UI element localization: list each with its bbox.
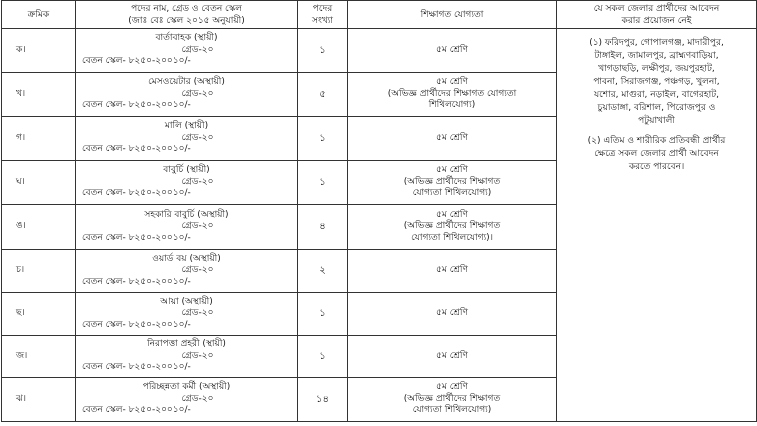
qualification-note: শিথিলযোগ্য) [428,100,476,111]
post-cell [76,161,298,205]
serial-cell: ছ। [2,293,76,336]
table-row [2,29,757,73]
count-cell: ৫ [298,73,348,117]
serial-cell: চ। [2,250,76,293]
count-cell: ২ [298,250,348,293]
qualification-cell [348,293,557,336]
qualification-note: (অভিজ্ঞ প্রার্থীদের শিক্ষাগত [403,393,501,404]
count-cell: ১ [298,29,348,73]
qualification-cell [348,250,557,293]
qualification-main: ৫ম শ্রেণি [436,350,468,361]
post-cell [76,117,298,161]
post-name: নিরাপত্তা প্রহরী (স্থায়ী) [147,339,226,350]
qualification-cell [348,29,557,73]
header-serial: ক্রমিক [2,1,76,29]
qualification-note: যোগ্যতা শিথিলযোগ্য) [412,188,492,199]
qualification-cell [348,73,557,117]
qualification-note: (অভিজ্ঞ প্রার্থীদের শিক্ষাগত [403,176,501,187]
post-grade: গ্রেড-২০ [181,393,214,404]
post-name: বাবুর্চি (স্থায়ী) [163,165,210,176]
post-cell [76,73,298,117]
post-grade: গ্রেড-২০ [181,265,214,276]
count-cell: ১ [298,161,348,205]
post-cell [76,336,298,378]
qualification-cell [348,161,557,205]
qualification-note: (অভিজ্ঞ প্রার্থীদের শিক্ষাগত [403,221,501,232]
post-cell [76,293,298,336]
header-count: পদের সংখ্যা [298,1,348,29]
qualification-cell [348,117,557,161]
post-grade: গ্রেড-২০ [181,132,214,143]
qualification-cell [348,336,557,378]
post-name: মেসওয়েটার (অস্থায়ী) [148,77,225,88]
serial-cell: খ। [2,73,76,117]
districts-cell [557,29,757,422]
qualification-note: যোগ্যতা শিথিলযোগ্য)। [411,232,493,243]
serial-cell: ঘ। [2,161,76,205]
count-cell: ১ [298,117,348,161]
qualification-main: ৫ম শ্রেণি [436,44,468,55]
post-scale: বেতন স্কেল- ৮২৫০-২০০১০/- [82,144,191,155]
post-scale: বেতন স্কেল- ৮২৫০-২০০১০/- [82,276,191,287]
serial-cell: ক। [2,29,76,73]
serial-cell: ঙ। [2,205,76,250]
count-cell: ১ [298,336,348,378]
post-name: সহকারি বাবুর্চি (অস্থায়ী) [144,209,229,220]
qualification-main: ৫ম শ্রেণি [436,265,468,276]
recruitment-table [1,0,757,422]
count-cell: ১৪ [298,378,348,422]
header-row [2,1,757,29]
post-grade: গ্রেড-২০ [181,176,214,187]
post-scale: বেতন স্কেল- ৮২৫০-২০০১০/- [82,319,191,330]
qualification-note: (অভিজ্ঞ প্রার্থীদের শিক্ষাগত যোগ্যতা [387,88,517,99]
post-name: মালি (স্থায়ী) [164,121,209,132]
qualification-main: ৫ম শ্রেণি [436,382,468,393]
qualification-main: ৫ম শ্রেণি [436,165,468,176]
header-qualification: শিক্ষাগত যোগ্যতা [348,1,557,29]
post-scale: বেতন স্কেল- ৮২৫০-২০০১০/- [82,362,191,373]
qualification-main: ৫ম শ্রেণি [436,132,468,143]
qualification-main: ৫ম শ্রেণি [436,209,468,220]
post-grade: গ্রেড-২০ [181,221,214,232]
post-scale: বেতন স্কেল- ৮২৫০-২০০১০/- [82,100,191,111]
post-cell [76,29,298,73]
post-cell [76,378,298,422]
qualification-main: ৫ম শ্রেণি [436,77,468,88]
post-name: ওয়ার্ড বয় (অস্থায়ী) [152,253,221,264]
post-grade: গ্রেড-২০ [181,44,214,55]
post-cell [76,250,298,293]
post-scale: বেতন স্কেল- ৮২৫০-২০০১০/- [82,188,191,199]
post-scale: বেতন স্কেল- ৮২৫০-২০০১০/- [82,232,191,243]
post-grade: গ্রেড-২০ [181,350,214,361]
qualification-cell [348,378,557,422]
post-grade: গ্রেড-২০ [181,88,214,99]
header-post: পদের নাম, গ্রেড ও বেতন স্কেল (জাঃ বেঃ স্কেল ২০১৫ অনুযায়ী) [76,1,298,29]
serial-cell: গ। [2,117,76,161]
post-name: পরিচ্ছন্নতা কর্মী (অস্থায়ী) [142,382,231,393]
qualification-cell [348,205,557,250]
post-cell [76,205,298,250]
post-scale: বেতন স্কেল- ৮২৫০-২০০১০/- [82,56,191,67]
post-scale: বেতন স্কেল- ৮২৫০-২০০১০/- [82,405,191,416]
count-cell: ১ [298,293,348,336]
qualification-main: ৫ম শ্রেণি [436,308,468,319]
post-name: আয়া (অস্থায়ী) [160,296,213,307]
remark-item-2: (২) এতিম ও শারীরিক প্রতিবন্ধী প্রার্থীর ক্ষেত্রে সকল জেলার প্রার্থী আবেদন করতে পারবেন। [587,136,726,172]
serial-cell: ঝ। [2,378,76,422]
post-grade: গ্রেড-২০ [181,308,214,319]
qualification-note: যোগ্যতা শিথিলযোগ্য) [412,405,492,416]
count-cell: ৪ [298,205,348,250]
post-name: বার্তাবাহক (স্থায়ী) [155,33,218,44]
remark-item-1: (১) ফরিদপুর, গোপালগঞ্জ, মাদারীপুর, টাঙ্গাইল, জামালপুর, ব্রাহ্মণবাড়িয়া, খাগড়াছড়ি, লক্ষীপুর, জয়পুরহাট, পাবনা, সিরাজগঞ্জ, পঞ্চগড়, খুলনা, যশোর, মাগুরা, নড়াইল, বাগেরহাট, চুয়াডাঙ্গা, বরিশাল, পিরোজপুর ও পটুয়াখালী [589,38,724,126]
serial-cell: জ। [2,336,76,378]
header-districts: যে সকল জেলার প্রার্থীদের আবেদন করার প্রয়োজন নেই [557,1,757,29]
